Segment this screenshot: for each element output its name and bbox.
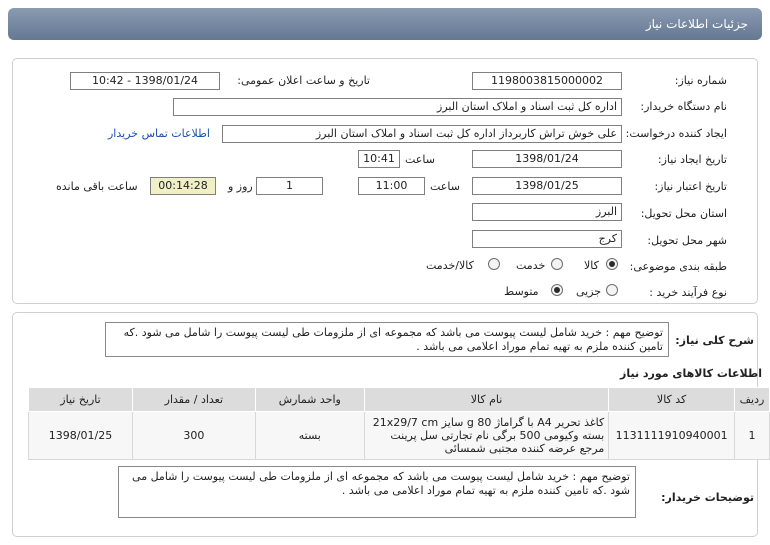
items-table-header: [29, 388, 770, 412]
category-option-service: خدمت: [516, 259, 546, 272]
announce-datetime-label: تاریخ و ساعت اعلان عمومی:: [237, 74, 370, 87]
requester-label: ایجاد کننده درخواست:: [625, 127, 727, 140]
buyer-org-field[interactable]: اداره کل ثبت اسناد و املاک استان البرز: [173, 98, 622, 116]
cell-name: کاغذ تحریر A4 با گراماژ 80 g سایز 21x29/7 cm بسته وکیومی 500 برگی نام تجارتی سل پرینت مرجع عرضه کننده مجتبی شمسائی: [364, 412, 608, 460]
remaining-time-field: 00:14:28: [150, 177, 216, 195]
validity-days-label: روز و: [228, 180, 253, 193]
category-radio-goods-service[interactable]: [488, 258, 500, 270]
purchase-radio-minor[interactable]: [606, 284, 618, 296]
remaining-time-label: ساعت باقی مانده: [56, 180, 138, 193]
items-section-title: اطلاعات کالاهای مورد نیاز: [620, 367, 762, 380]
create-time-field[interactable]: 10:41: [358, 150, 400, 168]
buyer-contact-link[interactable]: اطلاعات تماس خریدار: [108, 127, 210, 140]
items-table: [28, 387, 770, 460]
create-date-field[interactable]: 1398/01/24: [472, 150, 622, 168]
announce-datetime-field[interactable]: 1398/01/24 - 10:42: [70, 72, 220, 90]
col-row: ردیف: [735, 388, 770, 412]
city-field[interactable]: کرج: [472, 230, 622, 248]
province-label: استان محل تحویل:: [640, 207, 727, 220]
category-option-goods: کالا: [584, 259, 599, 272]
summary-label: شرح کلی نیاز:: [675, 334, 754, 347]
requester-field[interactable]: علی خوش تراش کاربرداز اداره کل ثبت اسناد و املاک استان البرز: [222, 125, 622, 143]
validity-days-field[interactable]: 1: [256, 177, 323, 195]
cell-row: 1: [735, 412, 770, 460]
col-qty: تعداد / مقدار: [133, 388, 256, 412]
validity-date-label: تاریخ اعتبار نیاز:: [654, 180, 727, 193]
col-code: کد کالا: [609, 388, 735, 412]
create-date-label: تاریخ ایجاد نیاز:: [657, 153, 727, 166]
buyer-notes-label: توضیحات خریدار:: [661, 491, 754, 504]
cell-unit: بسته: [255, 412, 364, 460]
city-label: شهر محل تحویل:: [647, 234, 727, 247]
cell-code: 1131111910940001: [609, 412, 735, 460]
validity-time-label: ساعت: [430, 180, 460, 193]
category-option-goods-service: کالا/خدمت: [426, 259, 474, 272]
purchase-radio-medium[interactable]: [551, 284, 563, 296]
validity-time-field[interactable]: 11:00: [358, 177, 425, 195]
cell-qty: 300: [133, 412, 256, 460]
purchase-type-label: نوع فرآیند خرید :: [649, 286, 727, 299]
col-name: نام کالا: [364, 388, 608, 412]
buyer-notes-text: توضیح مهم : خرید شامل لیست پیوست می باشد که مجموعه ای از ملزومات طی لیست پیوست را شامل می شود .که تامین کننده ملزم به تهیه تمام موراد اعلامی می باشد .: [118, 466, 636, 518]
need-number-field[interactable]: 1198003815000002: [472, 72, 622, 90]
need-number-label: شماره نیاز:: [674, 74, 727, 87]
summary-text: توضیح مهم : خرید شامل لیست پیوست می باشد که مجموعه ای از ملزومات طی لیست پیوست را شامل می شود .که تامین کننده ملزم به تهیه تمام موراد اعلامی می باشد .: [105, 322, 669, 357]
purchase-option-minor: جزیی: [576, 285, 602, 298]
category-label: طبقه بندی موضوعی:: [629, 260, 727, 273]
create-time-label: ساعت: [405, 153, 435, 166]
category-radio-service[interactable]: [551, 258, 563, 270]
validity-date-field[interactable]: 1398/01/25: [472, 177, 622, 195]
col-unit: واحد شمارش: [255, 388, 364, 412]
purchase-option-medium: متوسط: [504, 285, 539, 298]
cell-date: 1398/01/25: [29, 412, 133, 460]
page-title: جزئیات اطلاعات نیاز: [645, 17, 748, 31]
col-date: تاریخ نیاز: [29, 388, 133, 412]
province-field[interactable]: البرز: [472, 203, 622, 221]
buyer-org-label: نام دستگاه خریدار:: [640, 100, 727, 113]
table-row[interactable]: [29, 412, 770, 460]
page-title-bar: [8, 8, 762, 40]
category-radio-goods[interactable]: [606, 258, 618, 270]
